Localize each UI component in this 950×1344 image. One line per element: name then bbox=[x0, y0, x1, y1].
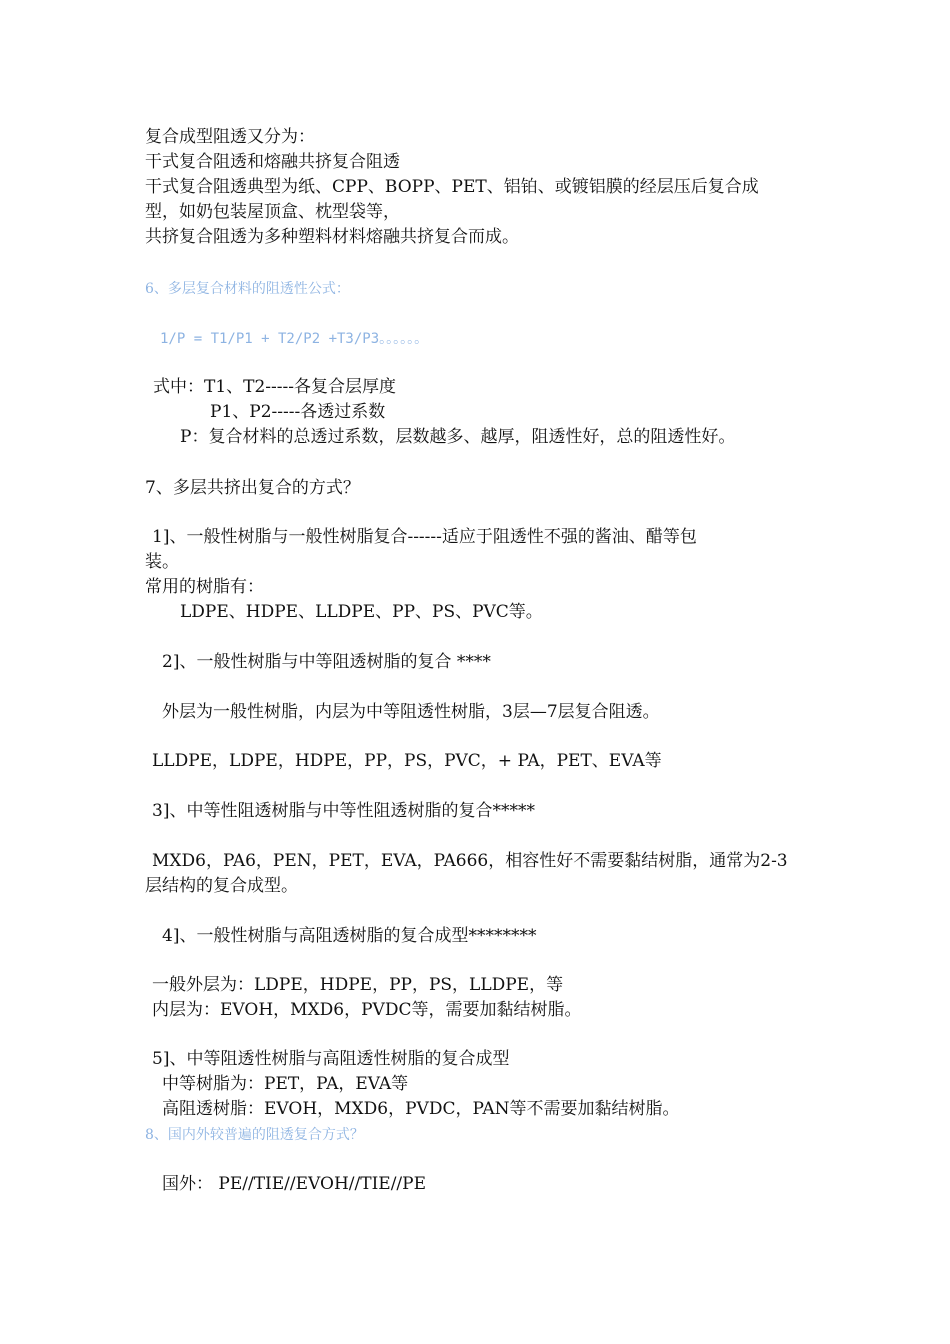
heading-8: 8、国内外较普遍的阻透复合方式？ bbox=[145, 1127, 364, 1143]
method-2-line: LLDPE，LDPE，HDPE，PP，PS，PVC，+ PA，PET、EVA等 bbox=[152, 751, 662, 771]
formula-note: P：复合材料的总透过系数，层数越多、越厚，阻透性好，总的阻透性好。 bbox=[180, 427, 736, 447]
section-intro-line: 干式复合阻透和熔融共挤复合阻透 bbox=[145, 152, 400, 172]
section-intro-line: 型，如奶包装屋顶盒、枕型袋等， bbox=[145, 202, 400, 222]
method-3-line: MXD6，PA6，PEN，PET，EVA，PA666，相容性好不需要黏结树脂，通常为2-3 bbox=[152, 851, 788, 871]
formula-note: 式中：T1、T2-----各复合层厚度 bbox=[153, 377, 397, 397]
method-5-line: 高阻透树脂：EVOH，MXD6，PVDC，PAN等不需要加黏结树脂。 bbox=[162, 1099, 680, 1119]
method-4-title: 4]、一般性树脂与高阻透树脂的复合成型******** bbox=[162, 926, 537, 946]
method-4-line: 内层为：EVOH，MXD6，PVDC等，需要加黏结树脂。 bbox=[152, 1000, 582, 1020]
section-intro-line: 共挤复合阻透为多种塑料材料熔融共挤复合而成。 bbox=[145, 227, 519, 247]
method-1-line: LDPE、HDPE、LLDPE、PP、PS、PVC等。 bbox=[180, 602, 543, 622]
method-2-title: 2]、一般性树脂与中等阻透树脂的复合 **** bbox=[162, 652, 491, 672]
formula-note: P1、P2-----各透过系数 bbox=[210, 402, 386, 422]
method-1-line: 1]、一般性树脂与一般性树脂复合------适应于阻透性不强的酱油、醋等包 bbox=[152, 527, 697, 547]
abroad-line: 国外： PE//TIE//EVOH//TIE//PE bbox=[162, 1174, 426, 1194]
heading-6: 6、多层复合材料的阻透性公式： bbox=[145, 281, 350, 297]
method-5-line: 中等树脂为：PET，PA，EVA等 bbox=[162, 1074, 409, 1094]
method-1-line: 常用的树脂有： bbox=[145, 577, 264, 597]
section-intro-line: 干式复合阻透典型为纸、CPP、BOPP、PET、铝铂、或镀铝膜的经层压后复合成 bbox=[145, 177, 759, 197]
method-2-line: 外层为一般性树脂，内层为中等阻透性树脂，3层—7层复合阻透。 bbox=[162, 702, 660, 722]
formula: 1/P = T1/P1 + T2/P2 +T3/P3。。。。。。 bbox=[160, 331, 429, 347]
method-1-line: 装。 bbox=[145, 552, 179, 572]
heading-7: 7、多层共挤出复合的方式？ bbox=[145, 478, 360, 498]
section-intro-line: 复合成型阻透又分为： bbox=[145, 127, 315, 147]
method-5-title: 5]、中等阻透性树脂与高阻透性树脂的复合成型 bbox=[152, 1049, 510, 1069]
method-3-line: 层结构的复合成型。 bbox=[145, 876, 298, 896]
method-4-line: 一般外层为：LDPE，HDPE，PP，PS，LLDPE，等 bbox=[152, 975, 564, 995]
method-3-title: 3]、中等性阻透树脂与中等性阻透树脂的复合***** bbox=[152, 801, 535, 821]
